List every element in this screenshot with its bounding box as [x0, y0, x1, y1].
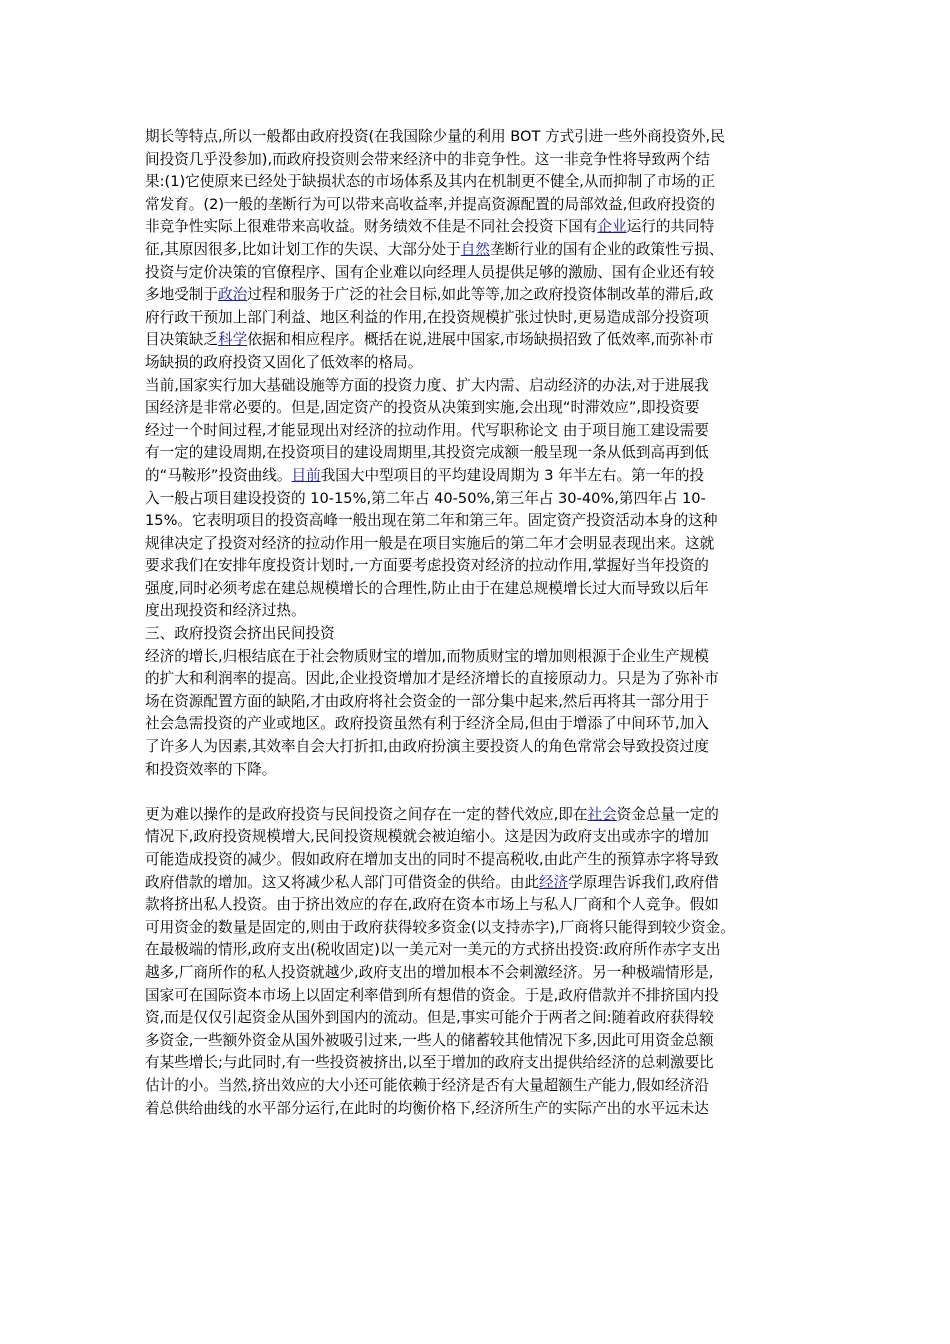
text-line — [145, 623, 805, 646]
text-line — [145, 759, 805, 782]
text-line — [145, 578, 805, 601]
text-line — [145, 262, 805, 285]
text-run: 目决策缺乏 — [145, 331, 218, 349]
text-line — [145, 397, 805, 420]
text-run: 更为难以操作的是政府投资与民间投资之间存在一定的替代效应,即在 — [145, 805, 588, 823]
text-line — [145, 171, 805, 194]
text-run: 府行政干预加上部门利益、地区利益的作用,在投资规模扩张过快时,更易造成部分投资项 — [145, 308, 709, 326]
inline-link[interactable]: 目前 — [291, 466, 321, 484]
text-line — [145, 375, 805, 398]
text-run: 社会急需投资的产业或地区。政府投资虽然有利于经济全局,但由于增添了中间环节,加入 — [145, 715, 709, 733]
text-line — [145, 533, 805, 556]
paragraph — [145, 804, 805, 1120]
text-line — [145, 239, 805, 262]
text-run: 资金总量一定的 — [616, 805, 719, 823]
text-line — [145, 555, 805, 578]
text-run: 垄断行业的国有企业的政策性亏损、 — [489, 240, 724, 258]
text-line — [145, 465, 805, 488]
text-line — [145, 1052, 805, 1075]
text-run: 经济的增长,归根结底在于社会物质财宝的增加,而物质财宝的增加则根源于企业生产规模 — [145, 647, 709, 665]
text-line — [145, 510, 805, 533]
text-run: 和投资效率的下降。 — [145, 760, 277, 778]
text-line — [145, 939, 805, 962]
text-run: 场缺损的政府投资又固化了低效率的格局。 — [145, 353, 423, 371]
text-run: 期长等特点,所以一般都由政府投资(在我国除少量的利用 BOT 方式引进一些外商投资外,民 — [145, 128, 725, 145]
text-line — [145, 329, 805, 352]
text-line — [145, 442, 805, 465]
paragraph-spacer — [145, 781, 805, 804]
text-line — [145, 849, 805, 872]
text-line — [145, 1075, 805, 1098]
paragraph — [145, 126, 805, 375]
text-run: 征,其原因很多,比如计划工作的失误、大部分处于 — [145, 240, 461, 258]
text-line — [145, 488, 805, 511]
inline-link[interactable]: 企业 — [597, 218, 627, 236]
text-line — [145, 1030, 805, 1053]
text-run: 国家可在国际资本市场上以固定利率借到所有想借的资金。于是,政府借款并不排挤国内投 — [145, 986, 719, 1004]
text-run: 依据和相应程序。概括在说,进展中国家,市场缺损招致了低效率,而弥补市 — [247, 331, 714, 349]
text-run: 投资与定价决策的官僚程序、国有企业难以向经理人员提供足够的激励、国有企业还有较 — [145, 263, 715, 281]
inline-link[interactable]: 经济 — [539, 873, 569, 891]
text-run: 度出现投资和经济过热。 — [145, 602, 306, 620]
text-line — [145, 962, 805, 985]
text-line — [145, 420, 805, 443]
text-run: 当前,国家实行加大基础设施等方面的投资力度、扩大内需、启动经济的办法,对于进展我 — [145, 376, 709, 394]
text-line — [145, 804, 805, 827]
text-line — [145, 917, 805, 940]
text-run: 的扩大和利润率的提高。因此,企业投资增加才是经济增长的直接原动力。只是为了弥补市 — [145, 670, 719, 688]
text-line — [145, 149, 805, 172]
text-line — [145, 284, 805, 307]
text-run: 入一般占项目建设投资的 10-15%,第二年占 40-50%,第三年占 30-40%,第四年占 10- — [145, 489, 706, 507]
text-run: 三、政府投资会挤出民间投资 — [145, 625, 335, 643]
text-run: 经过一个时间过程,才能显现出对经济的拉动作用。代写职称论文 由于项目施工建设需要 — [145, 421, 709, 439]
text-line — [145, 600, 805, 623]
text-line — [145, 985, 805, 1008]
inline-link[interactable]: 科学 — [217, 331, 248, 349]
text-line — [145, 126, 805, 149]
text-run: 学原理告诉我们,政府借 — [568, 873, 719, 891]
section-heading — [145, 623, 805, 646]
text-line — [145, 352, 805, 375]
text-run: 常发育。(2)一般的垄断行为可以带来高收益率,并提高资源配置的局部效益,但政府投资的 — [145, 195, 715, 213]
text-run: 有一定的建设周期,在投资项目的建设周期里,其投资完成额一般呈现一条从低到高再到低 — [145, 444, 709, 462]
text-run: 非竞争性实际上很难带来高收益。财务绩效不佳是不同社会投资下国有 — [145, 218, 598, 236]
inline-link[interactable]: 自然 — [460, 240, 490, 258]
text-run: 运行的共同特 — [626, 218, 715, 236]
text-run: 果:(1)它使原来已经处于缺损状态的市场体系及其内在机制更不健全,从而抑制了市场的正 — [145, 173, 716, 191]
paragraph — [145, 375, 805, 624]
text-line — [145, 736, 805, 759]
inline-link[interactable]: 社会 — [587, 805, 617, 823]
text-run: 间投资几乎没参加),而政府投资则会带来经济中的非竞争性。这一非竞争性将导致两个结 — [145, 150, 710, 168]
text-line — [145, 826, 805, 849]
text-run: 资,而是仅仅引起资金从国外到国内的流动。但是,事实可能介于两者之间:随着政府获得较 — [145, 1009, 714, 1027]
text-run: 规律决定了投资对经济的拉动作用一般是在项目实施后的第二年才会明显表现出来。这就 — [145, 534, 715, 552]
text-run: 政府借款的增加。这又将减少私人部门可借资金的供给。由此 — [145, 873, 540, 891]
text-run: 多地受制于 — [145, 286, 218, 304]
text-run: 国经济是非常必要的。但是,固定资产的投资从决策到实施,会出现“时滞效应”,即投资要 — [145, 399, 700, 417]
text-line — [145, 1098, 805, 1121]
paragraph — [145, 646, 805, 782]
text-line — [145, 691, 805, 714]
document-page — [145, 126, 805, 1120]
text-line — [145, 713, 805, 736]
text-run: 多资金,一些额外资金从国外被吸引过来,一些人的储蓄较其他情况下多,因此可用资金总额 — [145, 1031, 714, 1049]
text-line — [145, 307, 805, 330]
text-run: 强度,同时必须考虑在建总规模增长的合理性,防止由于在建总规模增长过大而导致以后年 — [145, 579, 709, 597]
text-run: 可能造成投资的减少。假如政府在增加支出的同时不提高税收,由此产生的预算赤字将导致 — [145, 851, 719, 868]
text-run: 着总供给曲线的水平部分运行,在此时的均衡价格下,经济所生产的实际产出的水平远未达 — [145, 1099, 709, 1117]
text-line — [145, 646, 805, 669]
text-run: 越多,厂商所作的私人投资就越少,政府支出的增加根本不会刺激经济。另一种极端情形是, — [145, 963, 714, 981]
text-run: 场在资源配置方面的缺陷,才由政府将社会资金的一部分集中起来,然后再将其一部分用于 — [145, 692, 709, 710]
text-run: 在最极端的情形,政府支出(税收固定)以一美元对一美元的方式挤出投资:政府所作赤字支出 — [145, 941, 721, 959]
text-run: 情况下,政府投资规模增大,民间投资规模就会被迫缩小。这是因为政府支出或赤字的增加 — [145, 828, 709, 846]
text-run: 要求我们在安排年度投资计划时,一方面要考虑投资对经济的拉动作用,掌握好当年投资的 — [145, 557, 709, 575]
text-run: 15%。它表明项目的投资高峰一般出现在第二年和第三年。固定资产投资活动本身的这种 — [145, 512, 718, 530]
text-line — [145, 668, 805, 691]
text-run: 有某些增长;与此同时,有一些投资被挤出,以至于增加的政府支出提供给经济的总刺激要比 — [145, 1054, 714, 1072]
text-run: 的“马鞍形”投资曲线。 — [145, 466, 292, 484]
text-line — [145, 1007, 805, 1030]
inline-link[interactable]: 政治 — [217, 286, 248, 304]
text-line — [145, 194, 805, 217]
text-run: 过程和服务于广泛的社会目标,如此等等,加之政府投资体制改革的滞后,政 — [247, 286, 714, 304]
text-line — [145, 894, 805, 917]
text-run: 了许多人为因素,其效率自会大打折扣,由政府扮演主要投资人的角色常常会导致投资过度 — [145, 738, 709, 756]
text-run: 我国大中型项目的平均建设周期为 3 年半左右。第一年的投 — [320, 466, 705, 484]
text-run: 款将挤出私人投资。由于挤出效应的存在,政府在资本市场上与私人厂商和个人竞争。假如 — [145, 896, 719, 914]
text-run: 估计的小。当然,挤出效应的大小还可能依赖于经济是否有大量超额生产能力,假如经济沿 — [145, 1076, 709, 1094]
text-line — [145, 872, 805, 895]
text-run: 可用资金的数量是固定的,则由于政府获得较多资金(以支持赤字),厂商将只能得到较少资金。 — [145, 918, 735, 936]
text-line — [145, 216, 805, 239]
